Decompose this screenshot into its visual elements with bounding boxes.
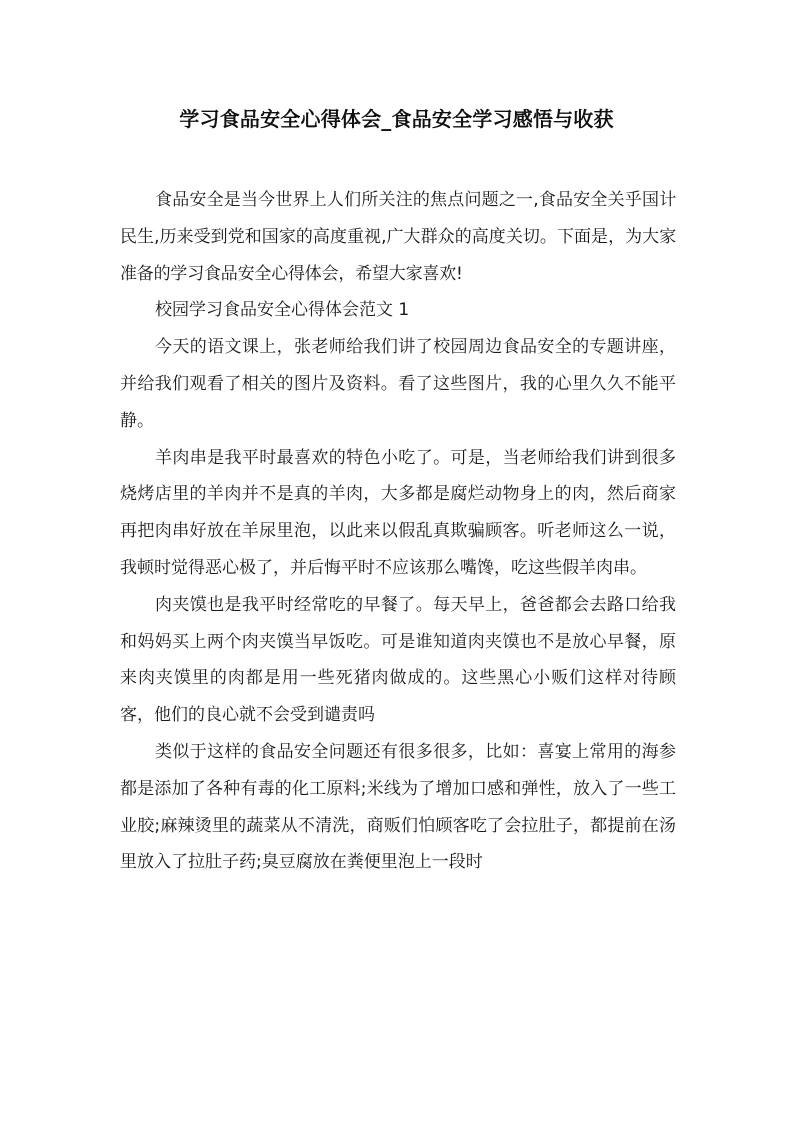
body-paragraph: 肉夹馍也是我平时经常吃的早餐了。每天早上，爸爸都会去路口给我和妈妈买上两个肉夹馍当早饭吃。可是谁知道肉夹馍也不是放心早餐，原来肉夹馍里的肉都是用一些死猪肉做成的。这些黑心小贩们这样对待顾客，他们的良心就不会受到谴责吗 (120, 594, 676, 726)
document-body (120, 182, 676, 881)
body-paragraph: 类似于这样的食品安全问题还有很多很多，比如：喜宴上常用的海参都是添加了各种有毒的化工原料;米线为了增加口感和弹性，放入了一些工业胶;麻辣烫里的蔬菜从不清洗，商贩们怕顾客吃了会拉肚子，都提前在汤里放入了拉肚子药;臭豆腐放在粪便里泡上一段时 (120, 741, 676, 873)
section-heading: 校园学习食品安全心得体会范文 1 (155, 300, 410, 321)
document-title: 学习食品安全心得体会_食品安全学习感悟与收获 (179, 107, 614, 131)
intro-paragraph: 食品安全是当今世界上人们所关注的焦点问题之一,食品安全关乎国计民生,历来受到党和国家的高度重视,广大群众的高度关切。下面是，为大家准备的学习食品安全心得体会，希望大家喜欢! (120, 190, 676, 284)
body-paragraph: 今天的语文课上，张老师给我们讲了校园周边食品安全的专题讲座，并给我们观看了相关的图片及资料。看了这些图片，我的心里久久不能平静。 (120, 337, 676, 431)
body-paragraph: 羊肉串是我平时最喜欢的特色小吃了。可是，当老师给我们讲到很多烧烤店里的羊肉并不是真的羊肉，大多都是腐烂动物身上的肉，然后商家再把肉串好放在羊尿里泡，以此来以假乱真欺骗顾客。听老师这么一说，我顿时觉得恶心极了，并后悔平时不应该那么嘴馋，吃这些假羊肉串。 (120, 447, 676, 578)
